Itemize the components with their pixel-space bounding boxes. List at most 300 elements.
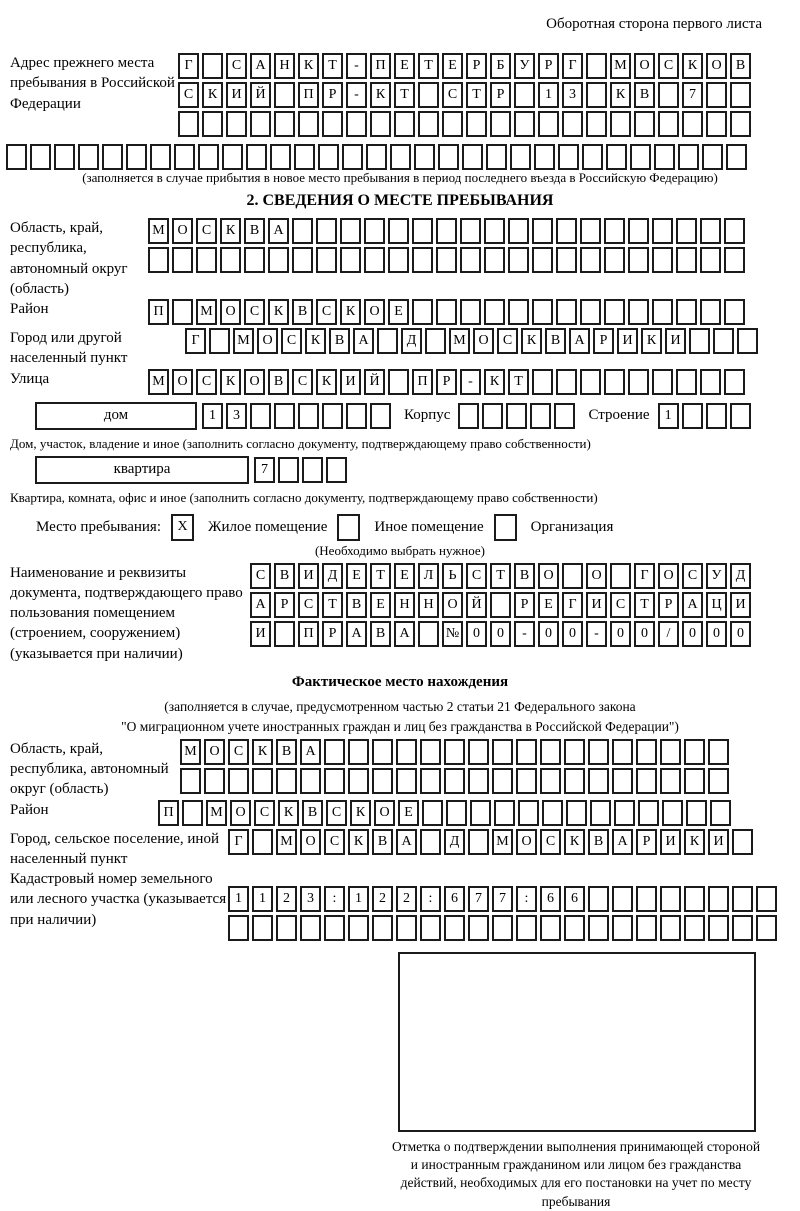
char-box[interactable]: Г (562, 53, 583, 79)
char-box[interactable] (484, 247, 505, 273)
char-box[interactable] (508, 247, 529, 273)
char-box[interactable] (538, 111, 559, 137)
char-box[interactable]: Д (444, 829, 465, 855)
char-box[interactable] (274, 82, 295, 108)
char-box[interactable]: Н (418, 592, 439, 618)
char-box[interactable] (346, 403, 367, 429)
char-box[interactable]: И (665, 328, 686, 354)
char-box[interactable]: М (276, 829, 297, 855)
char-box[interactable] (614, 800, 635, 826)
char-box[interactable]: О (257, 328, 278, 354)
char-box[interactable] (654, 144, 675, 170)
char-box[interactable] (418, 621, 439, 647)
char-box[interactable] (652, 299, 673, 325)
char-box[interactable]: Д (322, 563, 343, 589)
char-box[interactable] (302, 457, 323, 483)
char-box[interactable]: - (346, 53, 367, 79)
char-box[interactable]: Т (634, 592, 655, 618)
char-box[interactable]: О (204, 739, 225, 765)
char-box[interactable]: Ь (442, 563, 463, 589)
char-box[interactable] (370, 403, 391, 429)
char-box[interactable] (446, 800, 467, 826)
char-box[interactable] (102, 144, 123, 170)
char-box[interactable] (676, 369, 697, 395)
char-box[interactable] (484, 218, 505, 244)
char-box[interactable] (486, 144, 507, 170)
char-box[interactable]: 2 (372, 886, 393, 912)
char-box[interactable] (588, 886, 609, 912)
char-box[interactable]: Р (322, 621, 343, 647)
char-box[interactable] (466, 111, 487, 137)
char-box[interactable]: С (466, 563, 487, 589)
char-box[interactable] (396, 915, 417, 941)
char-box[interactable]: М (196, 299, 217, 325)
cadastre-row-1[interactable] (228, 886, 780, 912)
char-box[interactable] (628, 218, 649, 244)
char-box[interactable] (292, 247, 313, 273)
char-box[interactable] (492, 768, 513, 794)
char-box[interactable] (348, 739, 369, 765)
char-box[interactable] (590, 800, 611, 826)
char-box[interactable] (182, 800, 203, 826)
char-box[interactable]: Т (508, 369, 529, 395)
char-box[interactable] (534, 144, 555, 170)
char-box[interactable]: 1 (348, 886, 369, 912)
char-box[interactable]: Р (514, 592, 535, 618)
char-box[interactable] (372, 739, 393, 765)
char-box[interactable]: И (298, 563, 319, 589)
char-box[interactable] (172, 247, 193, 273)
char-box[interactable]: 6 (444, 886, 465, 912)
char-box[interactable] (490, 592, 511, 618)
char-box[interactable]: П (412, 369, 433, 395)
char-box[interactable]: А (569, 328, 590, 354)
char-box[interactable]: В (268, 369, 289, 395)
char-box[interactable] (494, 800, 515, 826)
char-box[interactable] (676, 247, 697, 273)
char-box[interactable]: Г (228, 829, 249, 855)
char-box[interactable]: Т (370, 563, 391, 589)
char-box[interactable]: М (233, 328, 254, 354)
char-box[interactable]: В (730, 53, 751, 79)
char-box[interactable]: П (370, 53, 391, 79)
char-box[interactable] (566, 800, 587, 826)
char-box[interactable] (396, 739, 417, 765)
char-box[interactable]: С (316, 299, 337, 325)
char-box[interactable] (530, 403, 551, 429)
char-box[interactable] (482, 403, 503, 429)
char-box[interactable]: Е (442, 53, 463, 79)
char-box[interactable]: А (353, 328, 374, 354)
char-box[interactable]: 0 (610, 621, 631, 647)
char-box[interactable] (300, 915, 321, 941)
street-row[interactable] (148, 369, 748, 395)
char-box[interactable] (700, 218, 721, 244)
char-box[interactable] (340, 247, 361, 273)
char-box[interactable]: М (148, 218, 169, 244)
char-box[interactable]: Д (401, 328, 422, 354)
char-box[interactable]: Е (346, 563, 367, 589)
char-box[interactable]: О (172, 369, 193, 395)
char-box[interactable] (604, 369, 625, 395)
char-box[interactable]: К (278, 800, 299, 826)
char-box[interactable] (318, 144, 339, 170)
char-box[interactable] (604, 218, 625, 244)
char-box[interactable] (510, 144, 531, 170)
char-box[interactable] (340, 218, 361, 244)
char-box[interactable]: Е (394, 563, 415, 589)
char-box[interactable]: 0 (490, 621, 511, 647)
char-box[interactable]: К (641, 328, 662, 354)
char-box[interactable]: С (497, 328, 518, 354)
char-box[interactable]: 1 (538, 82, 559, 108)
char-box[interactable] (732, 829, 753, 855)
char-box[interactable]: - (586, 621, 607, 647)
char-box[interactable] (492, 915, 513, 941)
char-box[interactable]: К (484, 369, 505, 395)
char-box[interactable] (490, 111, 511, 137)
char-box[interactable] (372, 915, 393, 941)
char-box[interactable]: И (617, 328, 638, 354)
char-box[interactable] (298, 111, 319, 137)
char-box[interactable] (348, 915, 369, 941)
char-box[interactable] (54, 144, 75, 170)
char-box[interactable] (542, 800, 563, 826)
char-box[interactable]: : (516, 886, 537, 912)
char-box[interactable]: Й (364, 369, 385, 395)
char-box[interactable]: 3 (226, 403, 247, 429)
char-box[interactable]: К (348, 829, 369, 855)
char-box[interactable] (252, 829, 273, 855)
char-box[interactable] (422, 800, 443, 826)
char-box[interactable]: П (148, 299, 169, 325)
char-box[interactable] (364, 218, 385, 244)
document-row-3[interactable] (250, 621, 754, 647)
char-box[interactable]: К (340, 299, 361, 325)
char-box[interactable]: 1 (252, 886, 273, 912)
char-box[interactable] (514, 82, 535, 108)
char-box[interactable] (300, 768, 321, 794)
char-box[interactable] (460, 218, 481, 244)
char-box[interactable]: Й (250, 82, 271, 108)
char-box[interactable]: Е (388, 299, 409, 325)
char-box[interactable]: И (708, 829, 729, 855)
char-box[interactable]: С (250, 563, 271, 589)
char-box[interactable] (588, 768, 609, 794)
char-box[interactable] (278, 457, 299, 483)
char-box[interactable] (226, 111, 247, 137)
char-box[interactable]: Н (394, 592, 415, 618)
char-box[interactable]: В (372, 829, 393, 855)
char-box[interactable] (564, 915, 585, 941)
char-box[interactable] (468, 768, 489, 794)
char-box[interactable]: С (326, 800, 347, 826)
char-box[interactable] (732, 915, 753, 941)
char-box[interactable]: В (274, 563, 295, 589)
char-box[interactable]: Т (466, 82, 487, 108)
char-box[interactable] (732, 886, 753, 912)
char-box[interactable] (588, 915, 609, 941)
char-box[interactable] (202, 53, 223, 79)
char-box[interactable]: М (610, 53, 631, 79)
char-box[interactable]: С (281, 328, 302, 354)
char-box[interactable]: Е (398, 800, 419, 826)
char-box[interactable]: С (540, 829, 561, 855)
char-box[interactable] (684, 768, 705, 794)
char-box[interactable] (298, 403, 319, 429)
char-box[interactable] (514, 111, 535, 137)
char-box[interactable] (662, 800, 683, 826)
char-box[interactable] (222, 144, 243, 170)
char-box[interactable] (388, 218, 409, 244)
char-box[interactable] (228, 915, 249, 941)
char-box[interactable] (612, 739, 633, 765)
char-box[interactable] (606, 144, 627, 170)
char-box[interactable]: С (442, 82, 463, 108)
prev-address-row-3[interactable] (178, 111, 754, 137)
char-box[interactable]: С (610, 592, 631, 618)
char-box[interactable]: Т (490, 563, 511, 589)
char-box[interactable]: Р (436, 369, 457, 395)
char-box[interactable] (508, 218, 529, 244)
char-box[interactable]: С (682, 563, 703, 589)
char-box[interactable]: К (220, 218, 241, 244)
char-box[interactable] (562, 563, 583, 589)
char-box[interactable]: К (682, 53, 703, 79)
char-box[interactable] (516, 768, 537, 794)
char-box[interactable]: И (660, 829, 681, 855)
char-box[interactable] (274, 621, 295, 647)
char-box[interactable] (436, 299, 457, 325)
char-box[interactable] (324, 768, 345, 794)
char-box[interactable]: - (514, 621, 535, 647)
char-box[interactable] (468, 915, 489, 941)
char-box[interactable]: О (473, 328, 494, 354)
char-box[interactable] (586, 82, 607, 108)
char-box[interactable]: К (298, 53, 319, 79)
char-box[interactable]: В (346, 592, 367, 618)
char-box[interactable] (684, 739, 705, 765)
char-box[interactable] (652, 218, 673, 244)
char-box[interactable]: С (196, 369, 217, 395)
char-box[interactable]: М (148, 369, 169, 395)
char-box[interactable] (414, 144, 435, 170)
char-box[interactable]: - (346, 82, 367, 108)
char-box[interactable]: А (300, 739, 321, 765)
char-box[interactable] (556, 299, 577, 325)
char-box[interactable] (250, 403, 271, 429)
char-box[interactable]: Е (370, 592, 391, 618)
char-box[interactable]: 6 (540, 886, 561, 912)
char-box[interactable] (634, 111, 655, 137)
char-box[interactable] (78, 144, 99, 170)
char-box[interactable]: О (516, 829, 537, 855)
char-box[interactable]: О (442, 592, 463, 618)
char-box[interactable]: О (230, 800, 251, 826)
stay-type-checkbox-zhiloe[interactable]: X (171, 514, 194, 541)
char-box[interactable]: 2 (396, 886, 417, 912)
char-box[interactable] (540, 739, 561, 765)
char-box[interactable] (676, 299, 697, 325)
char-box[interactable]: 7 (468, 886, 489, 912)
char-box[interactable] (636, 739, 657, 765)
char-box[interactable]: А (396, 829, 417, 855)
char-box[interactable] (294, 144, 315, 170)
char-box[interactable] (532, 299, 553, 325)
char-box[interactable] (316, 247, 337, 273)
char-box[interactable] (346, 111, 367, 137)
char-box[interactable]: 3 (562, 82, 583, 108)
char-box[interactable] (396, 768, 417, 794)
char-box[interactable]: Р (593, 328, 614, 354)
char-box[interactable]: А (346, 621, 367, 647)
char-box[interactable] (444, 768, 465, 794)
char-box[interactable]: С (244, 299, 265, 325)
char-box[interactable] (342, 144, 363, 170)
char-box[interactable] (388, 369, 409, 395)
char-box[interactable]: И (730, 592, 751, 618)
char-box[interactable] (730, 403, 751, 429)
char-box[interactable] (196, 247, 217, 273)
char-box[interactable]: А (250, 592, 271, 618)
char-box[interactable] (468, 829, 489, 855)
char-box[interactable] (726, 144, 747, 170)
char-box[interactable]: В (302, 800, 323, 826)
char-box[interactable] (532, 247, 553, 273)
char-box[interactable]: М (492, 829, 513, 855)
char-box[interactable]: К (202, 82, 223, 108)
char-box[interactable]: В (292, 299, 313, 325)
stroenie-cells[interactable] (658, 403, 754, 429)
char-box[interactable] (610, 563, 631, 589)
cadastre-row-2[interactable] (228, 915, 780, 941)
char-box[interactable] (276, 915, 297, 941)
char-box[interactable]: 7 (682, 82, 703, 108)
char-box[interactable] (150, 144, 171, 170)
char-box[interactable] (412, 299, 433, 325)
char-box[interactable]: М (180, 739, 201, 765)
char-box[interactable] (202, 111, 223, 137)
char-box[interactable] (418, 111, 439, 137)
char-box[interactable] (708, 768, 729, 794)
char-box[interactable] (724, 247, 745, 273)
char-box[interactable]: С (228, 739, 249, 765)
char-box[interactable] (412, 218, 433, 244)
char-box[interactable] (724, 218, 745, 244)
char-box[interactable]: Д (730, 563, 751, 589)
char-box[interactable] (484, 299, 505, 325)
char-box[interactable]: О (658, 563, 679, 589)
prev-address-row-1[interactable] (178, 53, 754, 79)
char-box[interactable]: И (226, 82, 247, 108)
char-box[interactable]: О (586, 563, 607, 589)
char-box[interactable] (178, 111, 199, 137)
char-box[interactable]: А (250, 53, 271, 79)
char-box[interactable] (730, 111, 751, 137)
char-box[interactable] (370, 111, 391, 137)
char-box[interactable] (518, 800, 539, 826)
char-box[interactable]: В (244, 218, 265, 244)
char-box[interactable]: О (172, 218, 193, 244)
char-box[interactable] (630, 144, 651, 170)
char-box[interactable]: 1 (228, 886, 249, 912)
char-box[interactable] (612, 915, 633, 941)
district1-row[interactable] (148, 299, 748, 325)
char-box[interactable] (652, 369, 673, 395)
char-box[interactable] (204, 768, 225, 794)
char-box[interactable] (556, 247, 577, 273)
char-box[interactable]: Т (418, 53, 439, 79)
char-box[interactable] (628, 247, 649, 273)
char-box[interactable] (425, 328, 446, 354)
char-box[interactable] (638, 800, 659, 826)
char-box[interactable] (444, 915, 465, 941)
char-box[interactable] (444, 739, 465, 765)
char-box[interactable] (508, 299, 529, 325)
apartment-cells[interactable] (254, 457, 350, 483)
char-box[interactable] (636, 768, 657, 794)
char-box[interactable] (730, 82, 751, 108)
char-box[interactable]: К (684, 829, 705, 855)
char-box[interactable]: В (276, 739, 297, 765)
char-box[interactable] (586, 53, 607, 79)
char-box[interactable] (516, 915, 537, 941)
char-box[interactable]: Й (466, 592, 487, 618)
char-box[interactable]: И (250, 621, 271, 647)
char-box[interactable]: Т (322, 592, 343, 618)
char-box[interactable] (702, 144, 723, 170)
char-box[interactable]: О (220, 299, 241, 325)
char-box[interactable]: О (706, 53, 727, 79)
char-box[interactable]: К (220, 369, 241, 395)
char-box[interactable] (394, 111, 415, 137)
char-box[interactable] (492, 739, 513, 765)
char-box[interactable] (322, 403, 343, 429)
char-box[interactable] (556, 218, 577, 244)
char-box[interactable]: Л (418, 563, 439, 589)
char-box[interactable]: № (442, 621, 463, 647)
char-box[interactable] (252, 768, 273, 794)
char-box[interactable] (636, 915, 657, 941)
char-box[interactable] (420, 829, 441, 855)
char-box[interactable] (628, 369, 649, 395)
char-box[interactable] (564, 739, 585, 765)
char-box[interactable]: Р (466, 53, 487, 79)
char-box[interactable] (700, 369, 721, 395)
house-number-cells[interactable] (202, 403, 394, 429)
char-box[interactable] (268, 247, 289, 273)
char-box[interactable] (724, 369, 745, 395)
char-box[interactable]: Е (394, 53, 415, 79)
char-box[interactable] (706, 403, 727, 429)
char-box[interactable]: В (545, 328, 566, 354)
char-box[interactable]: 0 (466, 621, 487, 647)
char-box[interactable]: И (340, 369, 361, 395)
char-box[interactable] (660, 886, 681, 912)
city1-row[interactable] (185, 328, 761, 354)
char-box[interactable] (324, 915, 345, 941)
char-box[interactable] (708, 739, 729, 765)
city2-row[interactable] (228, 829, 756, 855)
char-box[interactable] (348, 768, 369, 794)
char-box[interactable] (582, 144, 603, 170)
char-box[interactable] (468, 739, 489, 765)
char-box[interactable] (438, 144, 459, 170)
char-box[interactable]: : (420, 886, 441, 912)
char-box[interactable] (628, 299, 649, 325)
char-box[interactable] (326, 457, 347, 483)
char-box[interactable] (364, 247, 385, 273)
